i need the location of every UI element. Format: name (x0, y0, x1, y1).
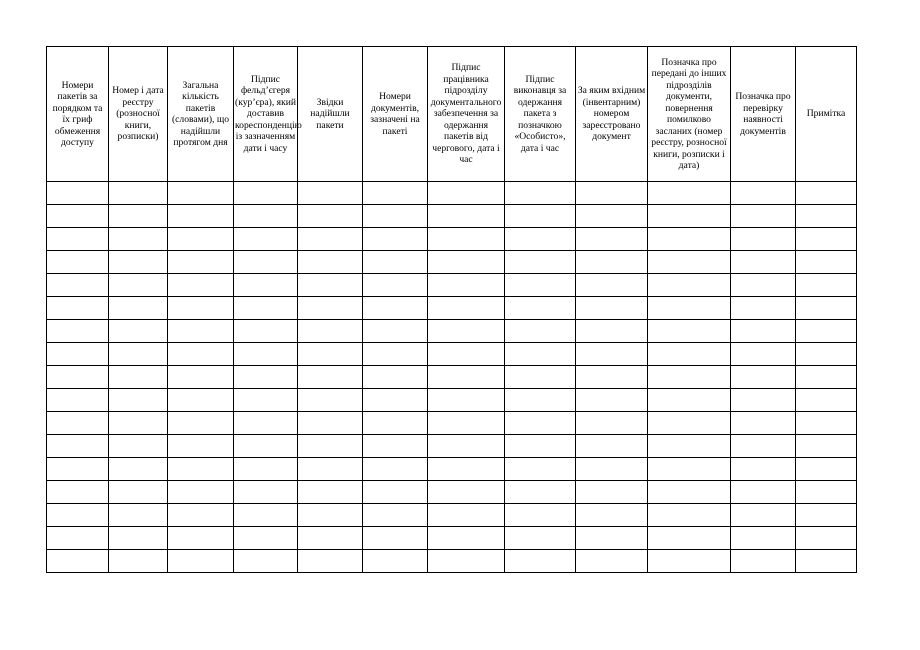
table-cell[interactable] (109, 343, 168, 366)
table-cell[interactable] (47, 205, 109, 228)
table-cell[interactable] (168, 274, 234, 297)
col-header-transfer-note: Позначка про передані до інших підрозділів документи, повернення помилково засланих (номер реєстру, розносної книги, розписки і дата) (648, 47, 731, 182)
table-cell[interactable] (298, 228, 363, 251)
table-cell[interactable] (47, 435, 109, 458)
table-cell[interactable] (168, 527, 234, 550)
table-cell[interactable] (505, 228, 576, 251)
table-cell[interactable] (505, 343, 576, 366)
table-cell[interactable] (47, 366, 109, 389)
table-cell[interactable] (505, 297, 576, 320)
table-cell[interactable] (109, 481, 168, 504)
table-cell[interactable] (505, 550, 576, 573)
table-cell[interactable] (298, 274, 363, 297)
table-cell[interactable] (298, 435, 363, 458)
table-row (47, 550, 857, 573)
table-cell[interactable] (234, 366, 298, 389)
table-cell[interactable] (298, 182, 363, 205)
table-cell[interactable] (168, 550, 234, 573)
table-cell[interactable] (298, 504, 363, 527)
col-header-executor-signature: Підпис виконавця за одержання пакета з позначкою «Особисто», дата і час (505, 47, 576, 182)
table-cell[interactable] (796, 205, 857, 228)
table-cell[interactable] (796, 481, 857, 504)
table-cell[interactable] (576, 389, 648, 412)
table-cell[interactable] (428, 228, 505, 251)
table-cell[interactable] (234, 320, 298, 343)
table-cell[interactable] (796, 182, 857, 205)
table-cell[interactable] (168, 435, 234, 458)
table-cell[interactable] (505, 251, 576, 274)
table-cell[interactable] (363, 389, 428, 412)
table-cell[interactable] (428, 251, 505, 274)
table-cell[interactable] (731, 205, 796, 228)
table-cell[interactable] (796, 274, 857, 297)
table-cell[interactable] (363, 251, 428, 274)
table-cell[interactable] (796, 228, 857, 251)
table-cell[interactable] (505, 389, 576, 412)
table-cell[interactable] (168, 458, 234, 481)
table-cell[interactable] (109, 182, 168, 205)
table-cell[interactable] (648, 412, 731, 435)
table-cell[interactable] (109, 435, 168, 458)
table-cell[interactable] (109, 228, 168, 251)
table-row (47, 458, 857, 481)
table-cell[interactable] (234, 435, 298, 458)
table-row (47, 412, 857, 435)
table-cell[interactable] (731, 320, 796, 343)
table-cell[interactable] (731, 251, 796, 274)
table-cell[interactable] (796, 343, 857, 366)
table-cell[interactable] (576, 504, 648, 527)
table-cell[interactable] (576, 320, 648, 343)
table-cell[interactable] (298, 251, 363, 274)
table-row (47, 320, 857, 343)
col-header-check-note: Позначка про перевірку наявності документів (731, 47, 796, 182)
table-cell[interactable] (648, 320, 731, 343)
table-cell[interactable] (298, 389, 363, 412)
table-cell[interactable] (298, 481, 363, 504)
table-cell[interactable] (47, 527, 109, 550)
table-cell[interactable] (109, 504, 168, 527)
table-cell[interactable] (428, 458, 505, 481)
table-cell[interactable] (168, 389, 234, 412)
table-cell[interactable] (168, 251, 234, 274)
table-cell[interactable] (109, 251, 168, 274)
table-cell[interactable] (168, 297, 234, 320)
table-cell[interactable] (363, 343, 428, 366)
table-cell[interactable] (731, 297, 796, 320)
table-cell[interactable] (47, 504, 109, 527)
table-cell[interactable] (731, 228, 796, 251)
table-cell[interactable] (109, 458, 168, 481)
col-header-register-number-date: Номер і дата реєстру (розносної книги, розписки) (109, 47, 168, 182)
header-row (47, 47, 857, 182)
table-cell[interactable] (168, 182, 234, 205)
col-header-clerk-signature: Підпис працівника підрозділу документального забезпечення за одержання пакетів від чергового, дата і час (428, 47, 505, 182)
table-cell[interactable] (428, 274, 505, 297)
col-header-remark: Примітка (796, 47, 857, 182)
table-cell[interactable] (298, 343, 363, 366)
col-header-package-numbers: Номери пакетів за порядком та їх гриф обмеження доступу (47, 47, 109, 182)
table-row (47, 274, 857, 297)
table-cell[interactable] (428, 504, 505, 527)
table-cell[interactable] (234, 297, 298, 320)
table-cell[interactable] (576, 182, 648, 205)
table-cell[interactable] (576, 412, 648, 435)
table-cell[interactable] (109, 366, 168, 389)
table-cell[interactable] (731, 481, 796, 504)
table-cell[interactable] (428, 205, 505, 228)
table-cell[interactable] (109, 389, 168, 412)
table-cell[interactable] (298, 205, 363, 228)
table-cell[interactable] (109, 527, 168, 550)
table-cell[interactable] (428, 297, 505, 320)
table-row (47, 527, 857, 550)
table-cell[interactable] (47, 228, 109, 251)
table-cell[interactable] (731, 182, 796, 205)
table-cell[interactable] (505, 458, 576, 481)
table-cell[interactable] (168, 366, 234, 389)
table-row (47, 228, 857, 251)
col-header-document-numbers: Номери документів, зазначені на пакеті (363, 47, 428, 182)
table-cell[interactable] (505, 412, 576, 435)
table-cell[interactable] (648, 481, 731, 504)
table-cell[interactable] (576, 297, 648, 320)
table-cell[interactable] (298, 458, 363, 481)
table-cell[interactable] (428, 366, 505, 389)
table-cell[interactable] (298, 412, 363, 435)
table-cell[interactable] (648, 504, 731, 527)
table-cell[interactable] (428, 320, 505, 343)
table-row (47, 205, 857, 228)
table-cell[interactable] (428, 550, 505, 573)
col-header-incoming-number: За яким вхідним (інвентарним) номером зареєстровано документ (576, 47, 648, 182)
table-cell[interactable] (576, 228, 648, 251)
table-cell[interactable] (298, 297, 363, 320)
table-cell[interactable] (576, 343, 648, 366)
table-cell[interactable] (363, 320, 428, 343)
table-cell[interactable] (576, 481, 648, 504)
table-cell[interactable] (109, 550, 168, 573)
table-cell[interactable] (731, 366, 796, 389)
table-cell[interactable] (796, 320, 857, 343)
table-cell[interactable] (796, 297, 857, 320)
table-cell[interactable] (363, 274, 428, 297)
table-row (47, 251, 857, 274)
table-cell[interactable] (576, 274, 648, 297)
table-cell[interactable] (648, 458, 731, 481)
table-cell[interactable] (648, 228, 731, 251)
table-cell[interactable] (796, 412, 857, 435)
table-cell[interactable] (796, 458, 857, 481)
table-cell[interactable] (363, 366, 428, 389)
table-cell[interactable] (109, 274, 168, 297)
table-cell[interactable] (648, 527, 731, 550)
table-cell[interactable] (363, 412, 428, 435)
table-cell[interactable] (576, 550, 648, 573)
table-cell[interactable] (363, 458, 428, 481)
table-row (47, 366, 857, 389)
table-cell[interactable] (428, 435, 505, 458)
table-cell[interactable] (648, 297, 731, 320)
table-cell[interactable] (796, 504, 857, 527)
table-row (47, 504, 857, 527)
table-cell[interactable] (298, 527, 363, 550)
table-cell[interactable] (428, 389, 505, 412)
table-cell[interactable] (363, 481, 428, 504)
table-cell[interactable] (363, 182, 428, 205)
table-cell[interactable] (168, 205, 234, 228)
table-cell[interactable] (731, 389, 796, 412)
table-cell[interactable] (234, 481, 298, 504)
table-cell[interactable] (47, 297, 109, 320)
table-cell[interactable] (234, 274, 298, 297)
table-cell[interactable] (363, 527, 428, 550)
table-cell[interactable] (109, 320, 168, 343)
table-cell[interactable] (47, 320, 109, 343)
table-cell[interactable] (796, 251, 857, 274)
table-cell[interactable] (47, 458, 109, 481)
table-cell[interactable] (109, 205, 168, 228)
table-cell[interactable] (576, 458, 648, 481)
table-cell[interactable] (505, 274, 576, 297)
table-cell[interactable] (576, 251, 648, 274)
table-cell[interactable] (428, 412, 505, 435)
table-cell[interactable] (505, 320, 576, 343)
table-cell[interactable] (648, 274, 731, 297)
table-cell[interactable] (47, 412, 109, 435)
table-cell[interactable] (363, 435, 428, 458)
table-cell[interactable] (298, 320, 363, 343)
table-cell[interactable] (234, 389, 298, 412)
table-cell[interactable] (505, 435, 576, 458)
table-cell[interactable] (648, 435, 731, 458)
table-cell[interactable] (363, 550, 428, 573)
table-row (47, 297, 857, 320)
table-cell[interactable] (298, 366, 363, 389)
table-cell[interactable] (505, 527, 576, 550)
table-cell[interactable] (47, 481, 109, 504)
table-cell[interactable] (234, 182, 298, 205)
table-cell[interactable] (109, 297, 168, 320)
table-cell[interactable] (648, 343, 731, 366)
table-cell[interactable] (576, 527, 648, 550)
table-cell[interactable] (234, 412, 298, 435)
col-header-courier-signature: Підпис фельд’єгеря (кур’єра), який доставив кореспонденцію із зазначенням дати і часу (234, 47, 298, 182)
table-row (47, 182, 857, 205)
table-cell[interactable] (648, 366, 731, 389)
table-cell[interactable] (731, 343, 796, 366)
table-cell[interactable] (363, 228, 428, 251)
table-cell[interactable] (731, 412, 796, 435)
table-cell[interactable] (576, 366, 648, 389)
table-cell[interactable] (234, 228, 298, 251)
table-cell[interactable] (731, 458, 796, 481)
table-cell[interactable] (168, 481, 234, 504)
table-cell[interactable] (168, 343, 234, 366)
table-cell[interactable] (731, 550, 796, 573)
table-row (47, 389, 857, 412)
table-cell[interactable] (505, 366, 576, 389)
table-cell[interactable] (648, 550, 731, 573)
table-cell[interactable] (505, 205, 576, 228)
table-cell[interactable] (168, 412, 234, 435)
table-cell[interactable] (47, 274, 109, 297)
table-cell[interactable] (47, 343, 109, 366)
table-cell[interactable] (648, 389, 731, 412)
table-cell[interactable] (576, 435, 648, 458)
table-cell[interactable] (168, 228, 234, 251)
table-cell[interactable] (428, 481, 505, 504)
table-cell[interactable] (47, 550, 109, 573)
table-cell[interactable] (505, 182, 576, 205)
table-cell[interactable] (648, 251, 731, 274)
table-cell[interactable] (428, 527, 505, 550)
table-cell[interactable] (428, 182, 505, 205)
table-cell[interactable] (234, 251, 298, 274)
table-cell[interactable] (796, 389, 857, 412)
table-cell[interactable] (505, 481, 576, 504)
table-cell[interactable] (731, 527, 796, 550)
register-body (47, 182, 857, 573)
col-header-total-packages: Загальна кількість пакетів (словами), що надійшли протягом дня (168, 47, 234, 182)
table-cell[interactable] (47, 251, 109, 274)
table-cell[interactable] (731, 504, 796, 527)
table-cell[interactable] (796, 550, 857, 573)
table-cell[interactable] (731, 274, 796, 297)
table-cell[interactable] (109, 412, 168, 435)
table-cell[interactable] (796, 366, 857, 389)
table-cell[interactable] (576, 205, 648, 228)
table-row (47, 435, 857, 458)
table-cell[interactable] (648, 182, 731, 205)
table-cell[interactable] (168, 504, 234, 527)
table-cell[interactable] (47, 389, 109, 412)
table-cell[interactable] (168, 320, 234, 343)
table-cell[interactable] (234, 343, 298, 366)
table-cell[interactable] (731, 435, 796, 458)
table-cell[interactable] (363, 504, 428, 527)
table-cell[interactable] (298, 550, 363, 573)
table-cell[interactable] (234, 550, 298, 573)
table-cell[interactable] (648, 205, 731, 228)
table-cell[interactable] (796, 435, 857, 458)
table-cell[interactable] (234, 527, 298, 550)
table-cell[interactable] (234, 458, 298, 481)
table-cell[interactable] (796, 527, 857, 550)
table-cell[interactable] (428, 343, 505, 366)
table-cell[interactable] (363, 205, 428, 228)
register-table (46, 46, 857, 573)
table-row (47, 343, 857, 366)
table-cell[interactable] (47, 182, 109, 205)
table-cell[interactable] (234, 205, 298, 228)
table-cell[interactable] (363, 297, 428, 320)
table-cell[interactable] (505, 504, 576, 527)
table-cell[interactable] (234, 504, 298, 527)
table-row (47, 481, 857, 504)
col-header-packages-source: Звідки надійшли пакети (298, 47, 363, 182)
